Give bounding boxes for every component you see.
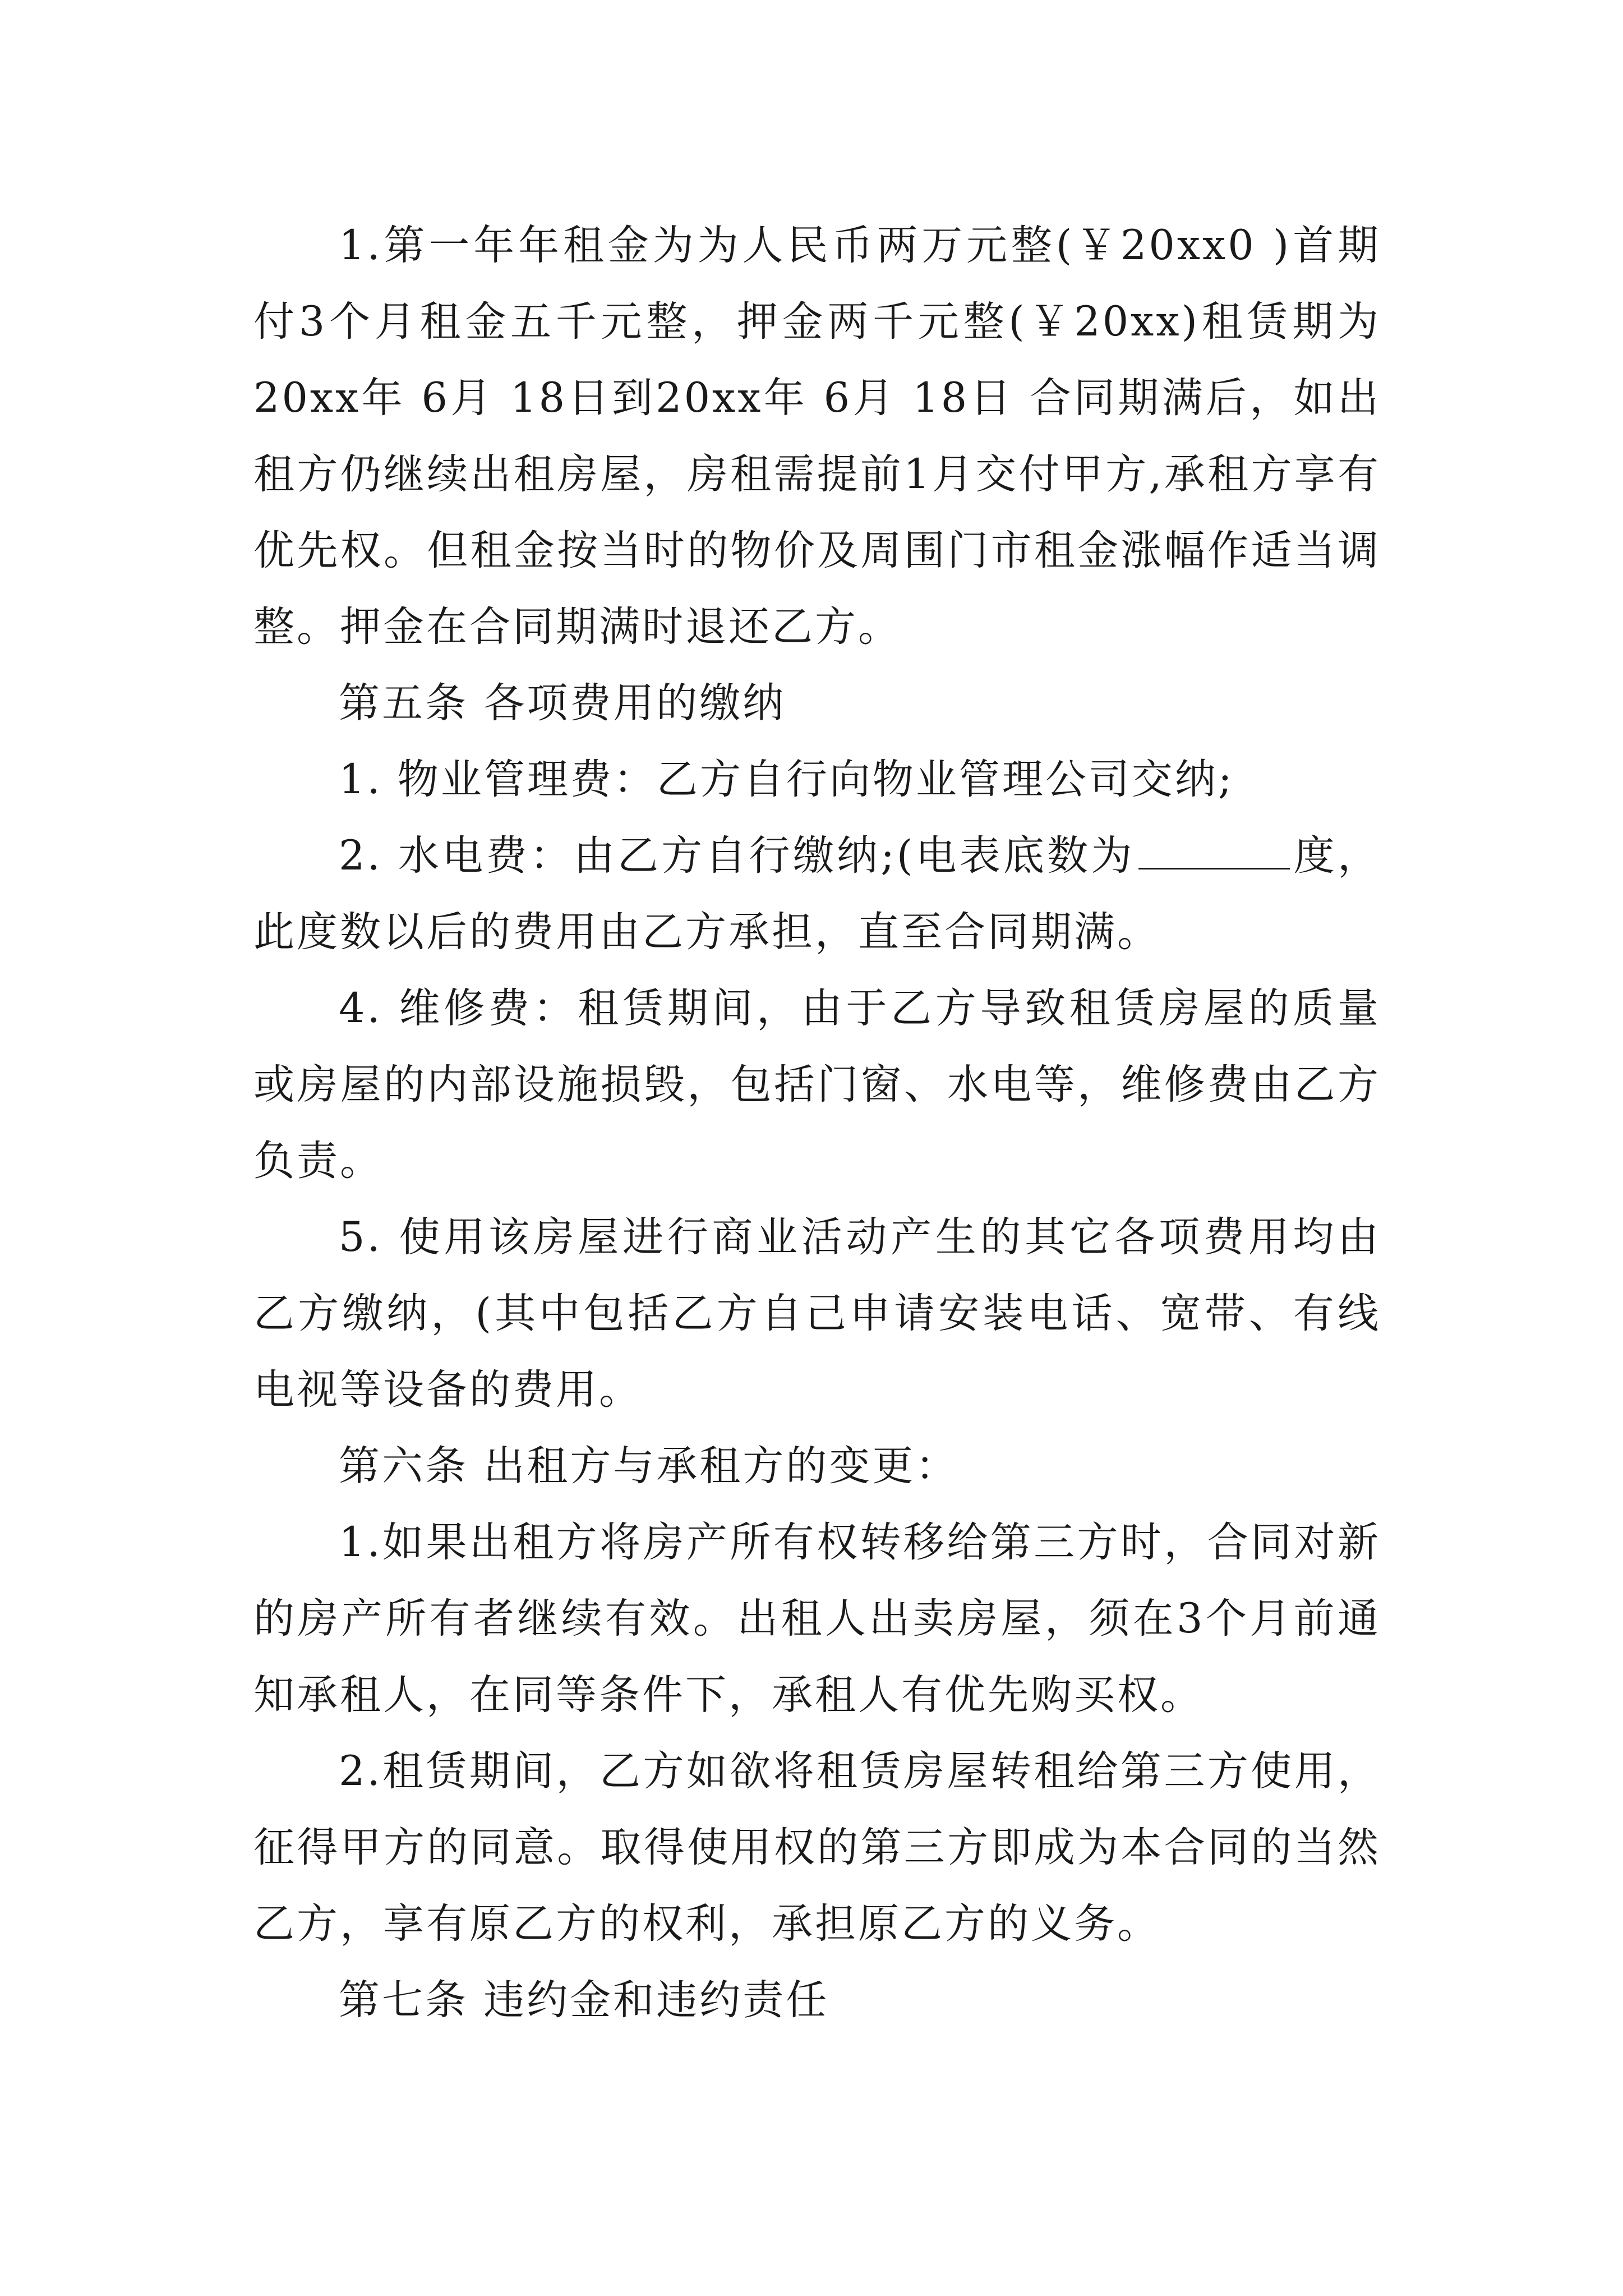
heading-article-7: 第七条 违约金和违约责任	[339, 1976, 829, 2024]
paragraph-fee-1: 1. 物业管理费：乙方自行向物业管理公司交纳;	[339, 756, 1234, 803]
heading-article-6: 第六条 出租方与承租方的变更：	[339, 1442, 959, 1490]
paragraph-change-1: 1.如果出租方将房产所有权转移给第三方时，合同对新的房产所有者继续有效。出租人出卖房屋，须在3个月前通知承租人，在同等条件下，承租人有优先购买权。	[253, 1519, 1381, 1719]
paragraph-fee-4: 4. 维修费：租赁期间，由于乙方导致租赁房屋的质量或房屋的内部设施损毁，包括门窗、水电等，维修费由乙方负责。	[253, 984, 1381, 1185]
paragraph-change-2: 2.租赁期间，乙方如欲将租赁房屋转租给第三方使用，征得甲方的同意。取得使用权的第三方即成为本合同的当然乙方，享有原乙方的权利，承担原乙方的义务。	[253, 1747, 1381, 1948]
document-body	[253, 208, 1381, 2039]
fee-2-text-before: 2. 水电费：由乙方自行缴纳;(电表底数为	[339, 832, 1135, 880]
fee-2-text-after: 度，此度数以后的费用由乙方承担，直至合同期满。	[253, 832, 1381, 956]
paragraph-fee-5: 5. 使用该房屋进行商业活动产生的其它各项费用均由乙方缴纳，(其中包括乙方自己申请安装电话、宽带、有线电视等设备的费用。	[253, 1213, 1381, 1414]
meter-reading-blank	[1138, 829, 1290, 869]
paragraph-rent-terms: 1.第一年年租金为为人民币两万元整(￥20xx0 )首期付3个月租金五千元整，押金两千元整(￥20xx)租赁期为20xx年 6月 18日到20xx年 6月 18日 合同期满后，如出租方仍继续出租房屋，房租需提前1月交付甲方,承租方享有优先权。但租金按当时的物价及周围门市租金涨幅作适当调整。押金在合同期满时退还乙方。	[253, 222, 1381, 651]
paragraph-fee-2	[253, 818, 1381, 970]
heading-article-5: 第五条 各项费用的缴纳	[339, 679, 786, 727]
